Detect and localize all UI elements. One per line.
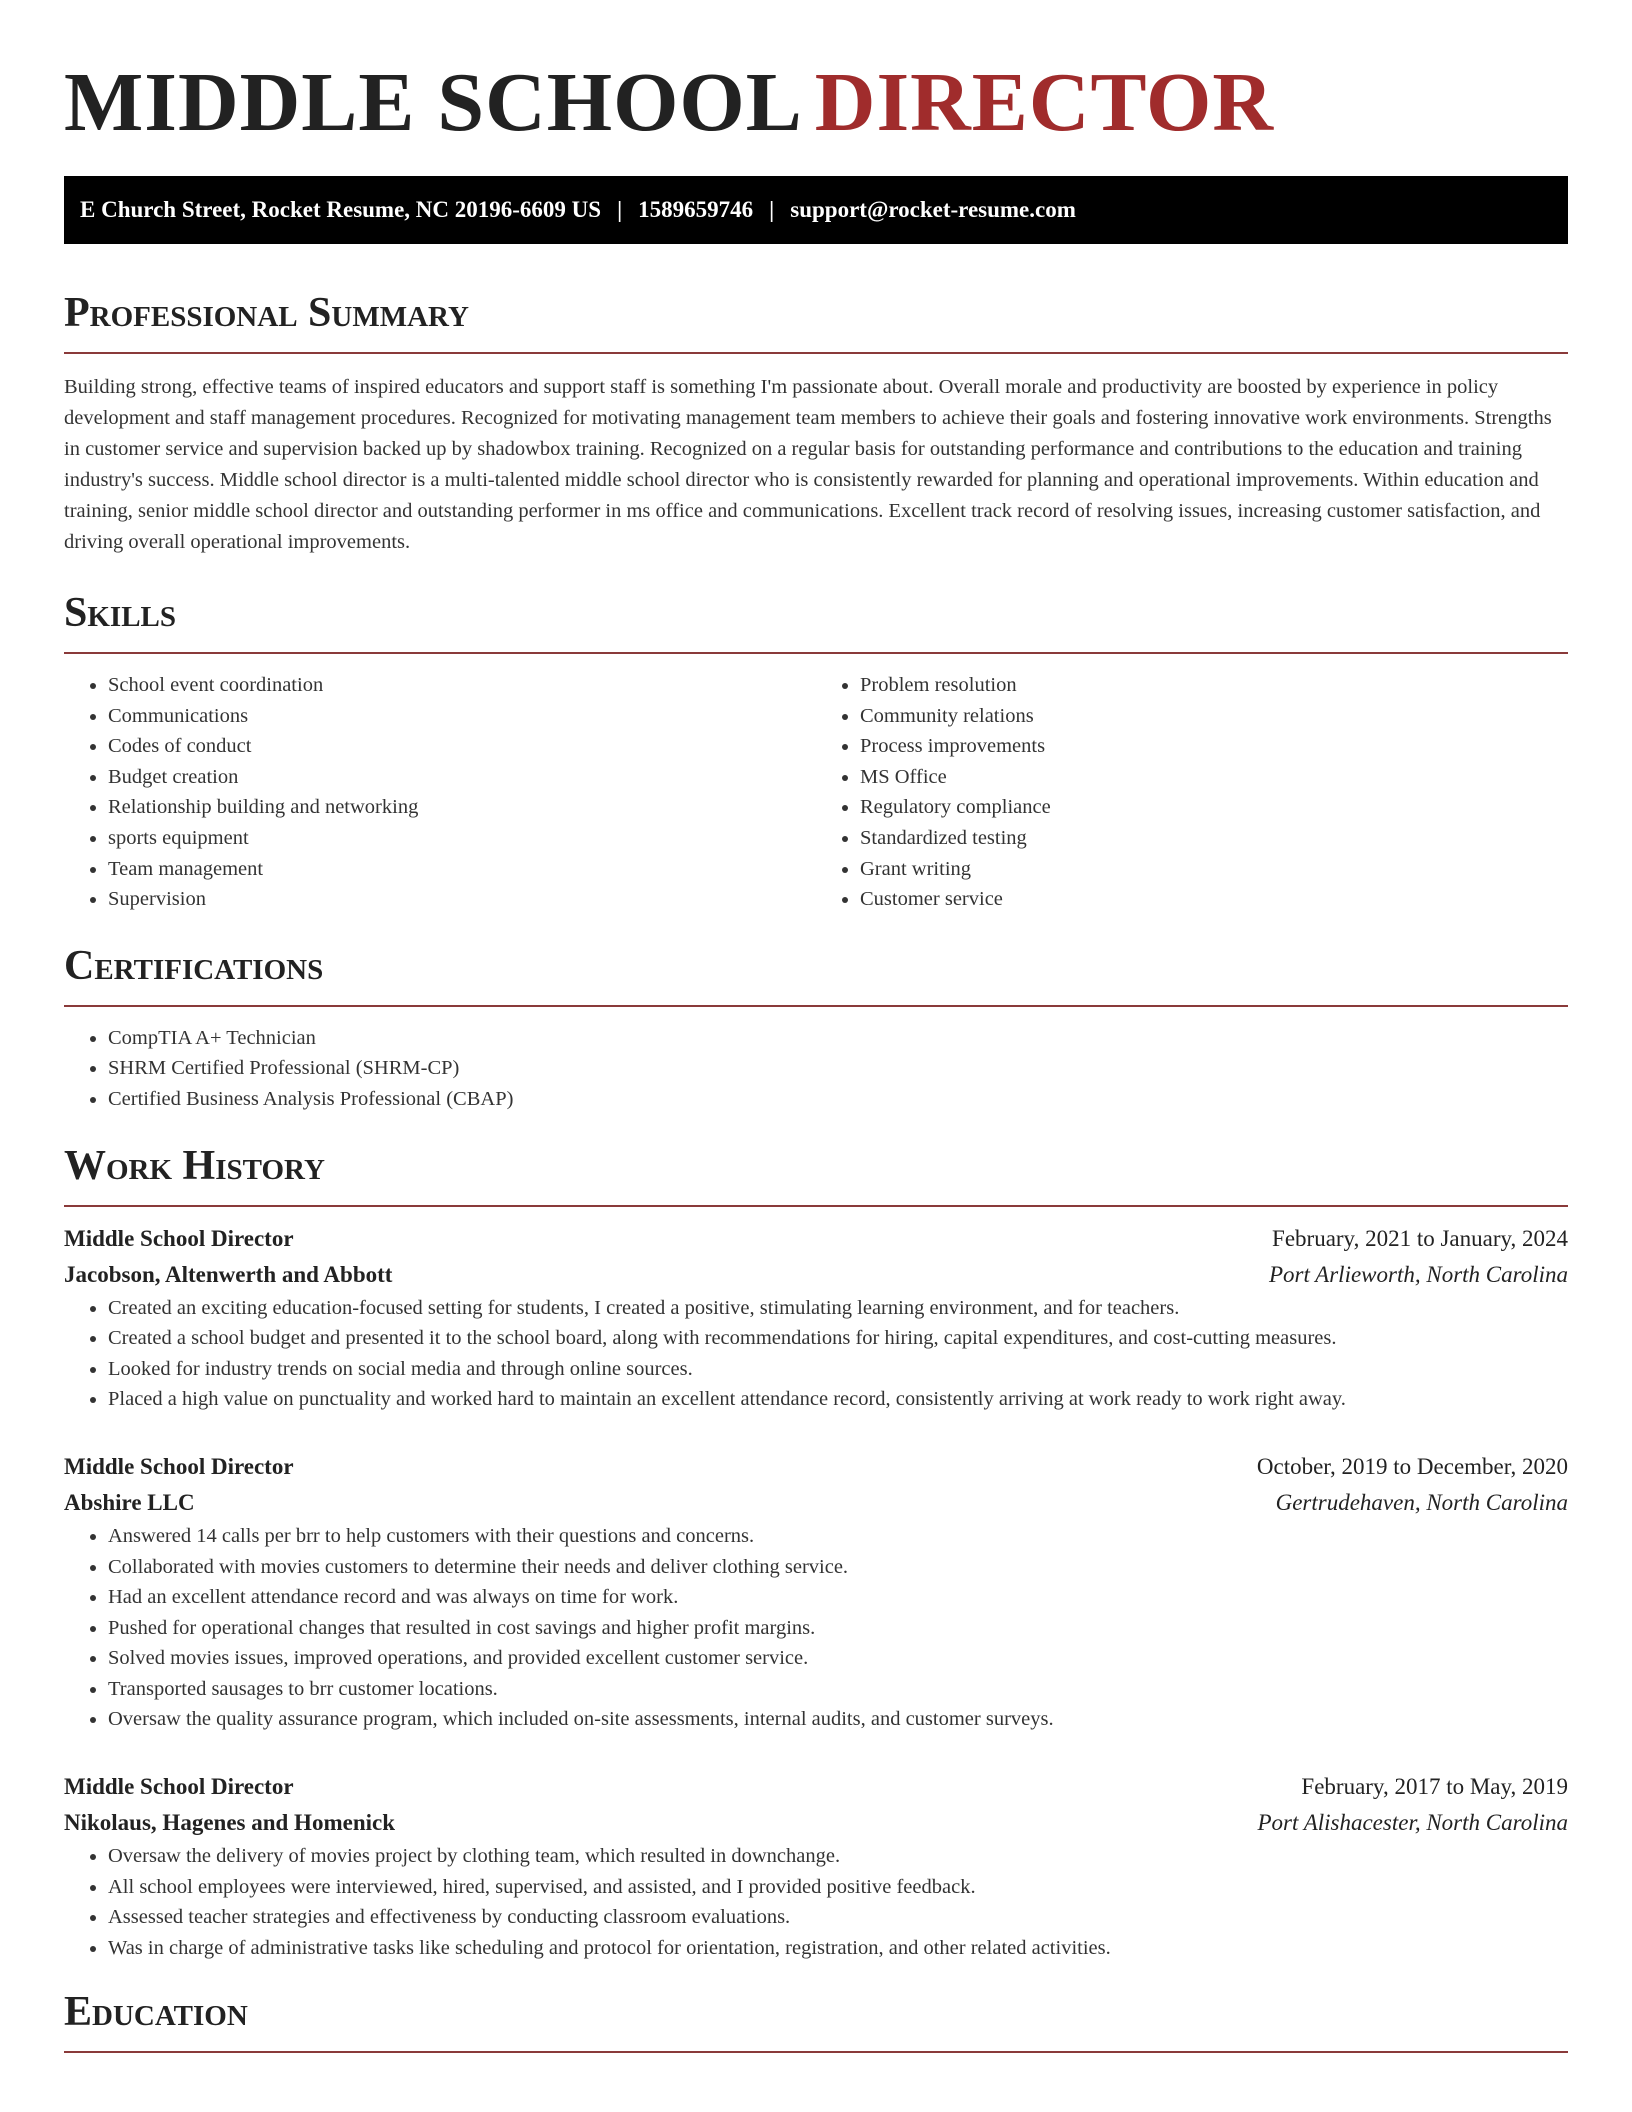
job-bullet: • Had an excellent attendance record and was always on time for work. <box>108 1582 1568 1613</box>
skill-item: • Supervision <box>108 884 816 915</box>
summary-section <box>64 288 1568 558</box>
skill-item: • Budget creation <box>108 762 816 793</box>
certification-item: • SHRM Certified Professional (SHRM-CP) <box>108 1053 1568 1084</box>
job-header-row <box>64 1221 1568 1257</box>
job-dates: October, 2019 to December, 2020 <box>1256 1453 1568 1479</box>
job-location: Gertrudehaven, North Carolina <box>1275 1489 1568 1515</box>
job-bullet: • Was in charge of administrative tasks like scheduling and protocol for orientation, registration, and other related activities. <box>108 1933 1568 1964</box>
certifications-section <box>64 941 1568 1115</box>
title-main: MIDDLE SCHOOL <box>64 56 803 149</box>
job-role: Middle School Director <box>64 1774 294 1800</box>
job-bullet: • All school employees were interviewed, hired, supervised, and assisted, and I provided positive feedback. <box>108 1872 1568 1903</box>
job-entry <box>64 1449 1568 1735</box>
job-bullets <box>64 1293 1568 1415</box>
contact-phone: 1589659746 <box>638 197 754 222</box>
contact-separator: | <box>617 197 623 222</box>
work-history-heading: Work History <box>64 1142 325 1189</box>
job-bullets <box>64 1521 1568 1735</box>
job-bullet: • Assessed teacher strategies and effectiveness by conducting classroom evaluations. <box>108 1902 1568 1933</box>
education-section <box>64 1987 1568 2053</box>
job-bullet: • Transported sausages to brr customer locations. <box>108 1674 1568 1705</box>
summary-text: Building strong, effective teams of inspired educators and support staff is something I'm passionate about. Overall morale and productivity are boosted by experience in policy development and staff management procedures. Recognized for motivating management team members to achieve their goals and fostering innovative work environments. Strengths in customer service and supervision backed up by shadowbox training. Recognized on a regular basis for outstanding performance and contributions to the education and training industry's success. Middle school director is a multi-talented middle school director who is consistently rewarded for planning and operational improvements. Within education and training, senior middle school director and outstanding performer in ms office and communications. Excellent track record of resolving issues, increasing customer satisfaction, and driving overall operational improvements. <box>64 376 1552 553</box>
skill-item: • Codes of conduct <box>108 731 816 762</box>
skill-item: • MS Office <box>860 762 1568 793</box>
job-bullet: • Solved movies issues, improved operations, and provided excellent customer service. <box>108 1643 1568 1674</box>
job-role: Middle School Director <box>64 1453 294 1479</box>
skill-item: • Process improvements <box>860 731 1568 762</box>
skill-item: • Standardized testing <box>860 823 1568 854</box>
skills-grid <box>64 670 1568 915</box>
skills-list-right <box>816 670 1568 915</box>
job-bullet: • Created an exciting education-focused setting for students, I created a positive, stimulating learning environment, and for teachers. <box>108 1293 1568 1324</box>
education-heading: Education <box>64 1989 248 2036</box>
section-divider <box>64 1205 1568 1207</box>
job-bullet: • Pushed for operational changes that resulted in cost savings and higher profit margins. <box>108 1613 1568 1644</box>
skill-item: • Communications <box>108 701 816 732</box>
certifications-list <box>64 1023 1568 1115</box>
job-company: Jacobson, Altenwerth and Abbott <box>64 1261 393 1287</box>
job-dates: February, 2017 to May, 2019 <box>1301 1774 1568 1800</box>
job-header-row <box>64 1449 1568 1485</box>
contact-separator: | <box>769 197 775 222</box>
skills-list-left <box>64 670 816 915</box>
job-company-row <box>64 1257 1568 1293</box>
skill-item: • School event coordination <box>108 670 816 701</box>
contact-email[interactable]: support@rocket-resume.com <box>790 197 1076 222</box>
job-entry <box>64 1769 1568 1963</box>
contact-address: E Church Street, Rocket Resume, NC 20196-6609 US <box>80 197 602 222</box>
job-bullet: • Oversaw the delivery of movies project by clothing team, which resulted in downchange. <box>108 1841 1568 1872</box>
skill-item: • sports equipment <box>108 823 816 854</box>
job-bullets <box>64 1841 1568 1963</box>
skills-heading: Skills <box>64 590 177 636</box>
job-role: Middle School Director <box>64 1225 294 1251</box>
job-bullet: • Placed a high value on punctuality and worked hard to maintain an excellent attendance record, consistently arriving at work ready to work right away. <box>108 1384 1568 1415</box>
section-divider <box>64 2051 1568 2053</box>
page-title <box>64 0 1568 148</box>
skill-item: • Problem resolution <box>860 670 1568 701</box>
job-bullet: • Answered 14 calls per brr to help customers with their questions and concerns. <box>108 1521 1568 1552</box>
skill-item: • Regulatory compliance <box>860 792 1568 823</box>
certifications-heading: Certifications <box>64 942 324 989</box>
job-location: Port Alishacester, North Carolina <box>1257 1810 1568 1836</box>
work-history-section <box>64 1141 1568 1964</box>
job-dates: February, 2021 to January, 2024 <box>1272 1225 1568 1251</box>
contact-bar <box>64 176 1568 244</box>
job-company-row <box>64 1485 1568 1521</box>
summary-heading: Professional Summary <box>64 290 469 336</box>
job-company: Nikolaus, Hagenes and Homenick <box>64 1810 395 1836</box>
job-header-row <box>64 1769 1568 1805</box>
section-divider <box>64 352 1568 354</box>
job-bullet: • Looked for industry trends on social media and through online sources. <box>108 1354 1568 1385</box>
jobs-container <box>64 1221 1568 1964</box>
skill-item: • Team management <box>108 854 816 885</box>
skill-item: • Relationship building and networking <box>108 792 816 823</box>
skill-item: • Community relations <box>860 701 1568 732</box>
job-bullet: • Oversaw the quality assurance program, which included on-site assessments, internal audits, and customer surveys. <box>108 1704 1568 1735</box>
certification-item: • Certified Business Analysis Professional (CBAP) <box>108 1084 1568 1115</box>
skill-item: • Customer service <box>860 884 1568 915</box>
title-accent: DIRECTOR <box>814 56 1274 149</box>
job-bullet: • Created a school budget and presented it to the school board, along with recommendations for hiring, capital expenditures, and cost-cutting measures. <box>108 1323 1568 1354</box>
skills-section <box>64 588 1568 915</box>
job-company: Abshire LLC <box>64 1489 195 1515</box>
job-entry <box>64 1221 1568 1415</box>
job-company-row <box>64 1805 1568 1841</box>
job-location: Port Arlieworth, North Carolina <box>1268 1261 1568 1287</box>
job-bullet: • Collaborated with movies customers to determine their needs and deliver clothing service. <box>108 1552 1568 1583</box>
section-divider <box>64 1005 1568 1007</box>
section-divider <box>64 652 1568 654</box>
certification-item: • CompTIA A+ Technician <box>108 1023 1568 1054</box>
skill-item: • Grant writing <box>860 854 1568 885</box>
